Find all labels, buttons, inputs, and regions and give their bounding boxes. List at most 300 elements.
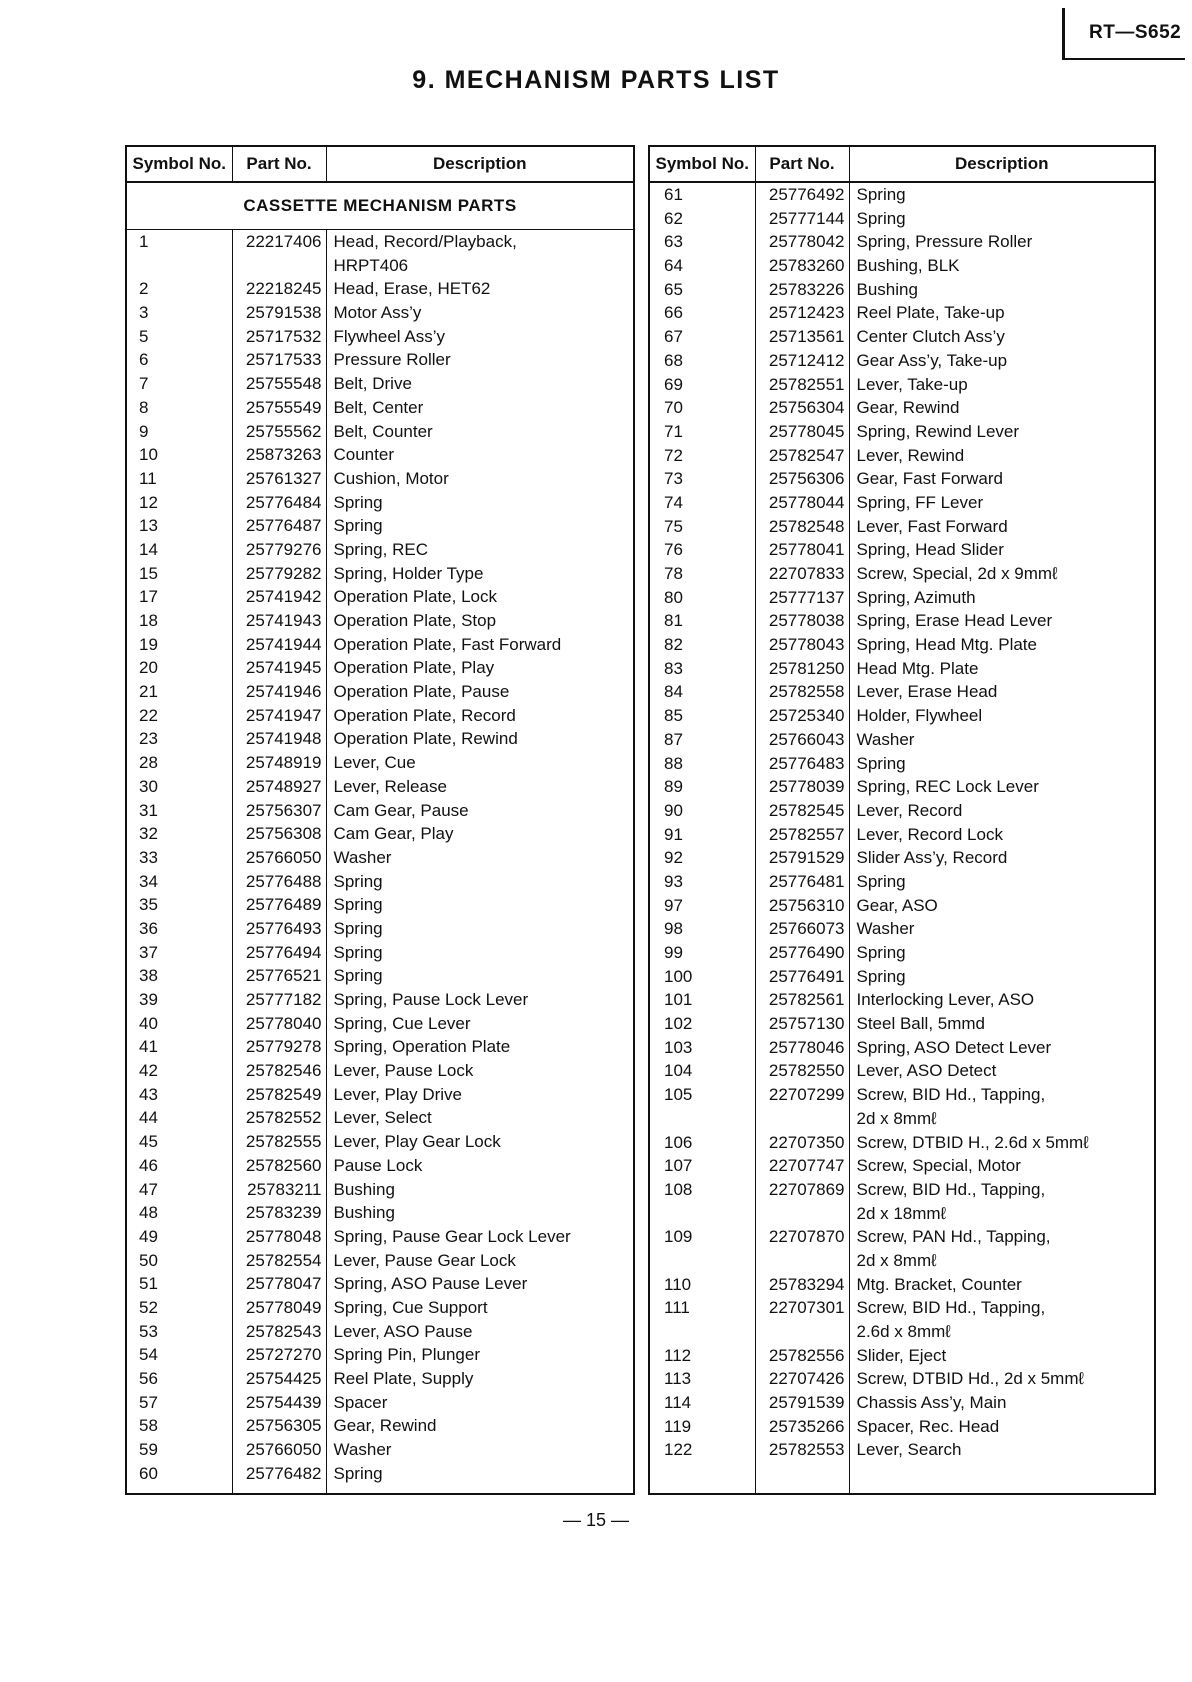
parts-table-left — [125, 145, 635, 1495]
part-description: Spring, Azimuth — [849, 586, 1155, 610]
table-row — [649, 562, 1155, 586]
part-description: Center Clutch Ass’y — [849, 325, 1155, 349]
symbol-number: 84 — [649, 680, 755, 704]
table-row — [649, 1320, 1155, 1344]
symbol-number: 107 — [649, 1154, 755, 1178]
symbol-number: 110 — [649, 1273, 755, 1297]
page-number: — 15 — — [562, 1510, 630, 1530]
part-number: 25776493 — [232, 917, 326, 941]
part-number: 25778049 — [232, 1296, 326, 1320]
part-number: 25782551 — [755, 373, 849, 397]
table-row — [649, 799, 1155, 823]
symbol-number — [126, 254, 232, 278]
part-number: 22217406 — [232, 230, 326, 254]
table-row — [649, 1273, 1155, 1297]
symbol-number: 106 — [649, 1131, 755, 1155]
part-description: Spring — [849, 941, 1155, 965]
symbol-number: 9 — [126, 420, 232, 444]
table-row — [649, 586, 1155, 610]
symbol-number: 32 — [126, 822, 232, 846]
part-description: Spring, Pressure Roller — [849, 230, 1155, 254]
symbol-number: 63 — [649, 230, 755, 254]
table-row — [649, 515, 1155, 539]
part-number: 25727270 — [232, 1343, 326, 1367]
part-number: 25756304 — [755, 396, 849, 420]
part-number: 25782549 — [232, 1083, 326, 1107]
table-row — [126, 1083, 634, 1107]
part-description: Lever, ASO Pause — [326, 1320, 634, 1344]
part-number: 25783239 — [232, 1201, 326, 1225]
table-row — [649, 1344, 1155, 1368]
model-number: RT—S652 — [1089, 22, 1182, 43]
part-description: Lever, Take-up — [849, 373, 1155, 397]
symbol-number: 98 — [649, 917, 755, 941]
part-description: Chassis Ass’y, Main — [849, 1391, 1155, 1415]
part-description: Spring, Operation Plate — [326, 1035, 634, 1059]
symbol-number: 60 — [126, 1462, 232, 1486]
part-number: 25776481 — [755, 870, 849, 894]
column-header-symbol: Symbol No. — [649, 146, 755, 182]
table-row — [649, 1391, 1155, 1415]
table-row — [126, 964, 634, 988]
part-number: 22707833 — [755, 562, 849, 586]
table-row — [649, 609, 1155, 633]
part-description: Lever, Erase Head — [849, 680, 1155, 704]
table-row — [649, 941, 1155, 965]
symbol-number: 54 — [126, 1343, 232, 1367]
part-description: Lever, Search — [849, 1438, 1155, 1462]
symbol-number: 74 — [649, 491, 755, 515]
table-row — [126, 988, 634, 1012]
part-description: Operation Plate, Record — [326, 704, 634, 728]
table-row — [126, 1367, 634, 1391]
table-row — [649, 1415, 1155, 1439]
symbol-number: 35 — [126, 893, 232, 917]
symbol-number: 18 — [126, 609, 232, 633]
symbol-number: 13 — [126, 514, 232, 538]
table-row — [126, 277, 634, 301]
table-row — [126, 941, 634, 965]
filler-row — [126, 1485, 634, 1494]
table-row — [126, 1272, 634, 1296]
filler-cell — [849, 1462, 1155, 1494]
part-description: Spring Pin, Plunger — [326, 1343, 634, 1367]
table-row — [649, 1202, 1155, 1226]
table-row — [126, 1012, 634, 1036]
part-number: 25761327 — [232, 467, 326, 491]
part-description: Head Mtg. Plate — [849, 657, 1155, 681]
table-row — [126, 680, 634, 704]
table-row — [649, 704, 1155, 728]
symbol-number: 76 — [649, 538, 755, 562]
part-number: 22707350 — [755, 1131, 849, 1155]
table-row — [649, 467, 1155, 491]
part-number: 25873263 — [232, 443, 326, 467]
symbol-number: 41 — [126, 1035, 232, 1059]
table-row — [126, 1414, 634, 1438]
part-number: 25778040 — [232, 1012, 326, 1036]
part-number: 25782555 — [232, 1130, 326, 1154]
table-row — [126, 704, 634, 728]
table-row — [649, 1012, 1155, 1036]
filler-row — [649, 1462, 1155, 1494]
part-number: 25725340 — [755, 704, 849, 728]
part-description: Operation Plate, Stop — [326, 609, 634, 633]
part-description: Pressure Roller — [326, 348, 634, 372]
part-description: Slider, Eject — [849, 1344, 1155, 1368]
symbol-number: 49 — [126, 1225, 232, 1249]
column-header-part: Part No. — [755, 146, 849, 182]
table-row — [126, 230, 634, 254]
symbol-number: 17 — [126, 585, 232, 609]
symbol-number: 11 — [126, 467, 232, 491]
part-description: Spring, Cue Lever — [326, 1012, 634, 1036]
part-number: 25782548 — [755, 515, 849, 539]
symbol-number: 70 — [649, 396, 755, 420]
part-number: 25778038 — [755, 609, 849, 633]
table-row — [126, 1249, 634, 1273]
part-number: 25776488 — [232, 870, 326, 894]
part-description: Spring, Pause Gear Lock Lever — [326, 1225, 634, 1249]
part-number: 25782552 — [232, 1106, 326, 1130]
table-row — [649, 823, 1155, 847]
part-description: Spring — [326, 964, 634, 988]
part-description: Spring, Pause Lock Lever — [326, 988, 634, 1012]
part-description: Screw, BID Hd., Tapping, — [849, 1296, 1155, 1320]
symbol-number: 108 — [649, 1178, 755, 1202]
part-description: Spring — [849, 965, 1155, 989]
part-number: 25777182 — [232, 988, 326, 1012]
part-description: Holder, Flywheel — [849, 704, 1155, 728]
part-number: 25791539 — [755, 1391, 849, 1415]
part-description: Spring, Cue Support — [326, 1296, 634, 1320]
table-row — [126, 514, 634, 538]
part-description: Bushing — [326, 1178, 634, 1202]
table-row — [649, 870, 1155, 894]
part-number: 22707426 — [755, 1367, 849, 1391]
symbol-number: 31 — [126, 799, 232, 823]
symbol-number: 75 — [649, 515, 755, 539]
table-row — [649, 254, 1155, 278]
symbol-number: 66 — [649, 301, 755, 325]
symbol-number: 44 — [126, 1106, 232, 1130]
table-row — [649, 1367, 1155, 1391]
symbol-number: 38 — [126, 964, 232, 988]
part-description: Bushing, BLK — [849, 254, 1155, 278]
table-row — [649, 988, 1155, 1012]
table-header-row — [649, 146, 1155, 182]
part-number: 25776487 — [232, 514, 326, 538]
table-row — [649, 657, 1155, 681]
table-row — [126, 1130, 634, 1154]
part-description: Spring, Head Slider — [849, 538, 1155, 562]
table-row — [126, 751, 634, 775]
table-row — [126, 491, 634, 515]
table-row — [649, 752, 1155, 776]
table-row — [126, 467, 634, 491]
table-row — [649, 846, 1155, 870]
table-row — [649, 278, 1155, 302]
symbol-number — [649, 1320, 755, 1344]
table-row — [126, 1178, 634, 1202]
part-description: Spring — [326, 514, 634, 538]
table-row — [649, 1107, 1155, 1131]
part-description: Head, Record/Playback, — [326, 230, 634, 254]
column-header-part: Part No. — [232, 146, 326, 182]
symbol-number: 68 — [649, 349, 755, 373]
part-description: Spring, FF Lever — [849, 491, 1155, 515]
part-description: Gear, ASO — [849, 894, 1155, 918]
part-number: 25777137 — [755, 586, 849, 610]
symbol-number: 100 — [649, 965, 755, 989]
symbol-number: 5 — [126, 325, 232, 349]
part-description: Screw, BID Hd., Tapping, — [849, 1083, 1155, 1107]
symbol-number: 28 — [126, 751, 232, 775]
filler-cell — [326, 1485, 634, 1494]
part-description: Slider Ass’y, Record — [849, 846, 1155, 870]
part-description: Gear, Fast Forward — [849, 467, 1155, 491]
symbol-number: 103 — [649, 1036, 755, 1060]
part-description: Operation Plate, Pause — [326, 680, 634, 704]
part-description: Spring — [326, 870, 634, 894]
part-description: Lever, Release — [326, 775, 634, 799]
part-number: 25779278 — [232, 1035, 326, 1059]
table-row — [126, 799, 634, 823]
part-number: 25776490 — [755, 941, 849, 965]
table-row — [649, 349, 1155, 373]
part-number: 25756308 — [232, 822, 326, 846]
part-description: Screw, DTBID H., 2.6d x 5mmℓ — [849, 1131, 1155, 1155]
part-number: 25755548 — [232, 372, 326, 396]
part-description: Spring — [849, 870, 1155, 894]
symbol-number: 102 — [649, 1012, 755, 1036]
table-row — [649, 444, 1155, 468]
table-row — [126, 372, 634, 396]
section-title: CASSETTE MECHANISM PARTS — [126, 182, 634, 230]
part-number: 25741945 — [232, 656, 326, 680]
part-number: 25756305 — [232, 1414, 326, 1438]
part-number: 25778043 — [755, 633, 849, 657]
symbol-number: 61 — [649, 182, 755, 207]
symbol-number: 87 — [649, 728, 755, 752]
part-description: Spring, REC Lock Lever — [849, 775, 1155, 799]
table-row — [649, 633, 1155, 657]
table-row — [649, 1438, 1155, 1462]
part-description: Lever, Pause Gear Lock — [326, 1249, 634, 1273]
symbol-number: 67 — [649, 325, 755, 349]
part-number: 25791529 — [755, 846, 849, 870]
symbol-number: 92 — [649, 846, 755, 870]
part-number: 25712423 — [755, 301, 849, 325]
symbol-number: 48 — [126, 1201, 232, 1225]
part-description: Washer — [849, 728, 1155, 752]
part-description: Screw, BID Hd., Tapping, — [849, 1178, 1155, 1202]
symbol-number: 81 — [649, 609, 755, 633]
part-description: HRPT406 — [326, 254, 634, 278]
table-row — [126, 1201, 634, 1225]
part-description: Cam Gear, Pause — [326, 799, 634, 823]
symbol-number: 59 — [126, 1438, 232, 1462]
symbol-number: 47 — [126, 1178, 232, 1202]
part-description: Washer — [326, 846, 634, 870]
table-row — [126, 727, 634, 751]
part-number: 25778045 — [755, 420, 849, 444]
part-number: 25754439 — [232, 1391, 326, 1415]
part-number: 25778046 — [755, 1036, 849, 1060]
table-row — [126, 1343, 634, 1367]
symbol-number: 72 — [649, 444, 755, 468]
symbol-number: 112 — [649, 1344, 755, 1368]
symbol-number: 10 — [126, 443, 232, 467]
column-header-description: Description — [326, 146, 634, 182]
part-description: Spring, Holder Type — [326, 562, 634, 586]
table-row — [649, 1154, 1155, 1178]
symbol-number: 88 — [649, 752, 755, 776]
part-description: Steel Ball, 5mmd — [849, 1012, 1155, 1036]
part-number: 25766050 — [232, 1438, 326, 1462]
part-number: 25717532 — [232, 325, 326, 349]
filler-cell — [232, 1485, 326, 1494]
table-row — [126, 396, 634, 420]
part-description: Spring — [849, 182, 1155, 207]
part-number: 25756306 — [755, 467, 849, 491]
part-description: Spring, Erase Head Lever — [849, 609, 1155, 633]
symbol-number: 50 — [126, 1249, 232, 1273]
table-row — [126, 1438, 634, 1462]
part-number: 25776489 — [232, 893, 326, 917]
part-number: 25778048 — [232, 1225, 326, 1249]
part-number: 25782558 — [755, 680, 849, 704]
filler-cell — [649, 1462, 755, 1494]
part-number: 25782553 — [755, 1438, 849, 1462]
table-row — [649, 182, 1155, 207]
table-row — [126, 301, 634, 325]
table-row — [126, 775, 634, 799]
part-number: 25748927 — [232, 775, 326, 799]
part-number: 25735266 — [755, 1415, 849, 1439]
part-number: 25778044 — [755, 491, 849, 515]
table-row — [126, 1225, 634, 1249]
symbol-number: 8 — [126, 396, 232, 420]
part-number: 25776483 — [755, 752, 849, 776]
table-row — [126, 1320, 634, 1344]
table-row — [649, 373, 1155, 397]
table-row — [126, 893, 634, 917]
symbol-number: 21 — [126, 680, 232, 704]
part-number: 25755549 — [232, 396, 326, 420]
symbol-number: 113 — [649, 1367, 755, 1391]
part-description: Spring — [326, 491, 634, 515]
part-number: 25782561 — [755, 988, 849, 1012]
table-row — [126, 1059, 634, 1083]
part-number: 25782560 — [232, 1154, 326, 1178]
part-number: 25781250 — [755, 657, 849, 681]
part-number: 25783260 — [755, 254, 849, 278]
symbol-number: 22 — [126, 704, 232, 728]
part-number: 25777144 — [755, 207, 849, 231]
parts-table-right — [648, 145, 1156, 1495]
part-description: Spring — [849, 207, 1155, 231]
part-number: 22707301 — [755, 1296, 849, 1320]
symbol-number: 30 — [126, 775, 232, 799]
symbol-number — [649, 1249, 755, 1273]
part-description: Spring — [326, 893, 634, 917]
part-description: 2d x 8mmℓ — [849, 1249, 1155, 1273]
symbol-number: 101 — [649, 988, 755, 1012]
part-description: 2d x 8mmℓ — [849, 1107, 1155, 1131]
symbol-number: 46 — [126, 1154, 232, 1178]
symbol-number: 119 — [649, 1415, 755, 1439]
table-row — [649, 538, 1155, 562]
symbol-number: 14 — [126, 538, 232, 562]
table-row — [126, 633, 634, 657]
part-number — [755, 1107, 849, 1131]
part-number: 25741944 — [232, 633, 326, 657]
table-row — [126, 822, 634, 846]
part-number — [755, 1320, 849, 1344]
part-number: 25741946 — [232, 680, 326, 704]
symbol-number: 114 — [649, 1391, 755, 1415]
symbol-number: 57 — [126, 1391, 232, 1415]
part-description: Lever, Pause Lock — [326, 1059, 634, 1083]
symbol-number: 33 — [126, 846, 232, 870]
table-row — [126, 1035, 634, 1059]
part-description: 2.6d x 8mmℓ — [849, 1320, 1155, 1344]
table-row — [126, 538, 634, 562]
table-row — [649, 396, 1155, 420]
table-row — [649, 491, 1155, 515]
part-description: Lever, Select — [326, 1106, 634, 1130]
part-number: 25756310 — [755, 894, 849, 918]
table-row — [126, 420, 634, 444]
symbol-number: 52 — [126, 1296, 232, 1320]
symbol-number: 6 — [126, 348, 232, 372]
table-row — [649, 1036, 1155, 1060]
part-description: Lever, Record — [849, 799, 1155, 823]
part-number: 25757130 — [755, 1012, 849, 1036]
part-description: Spring, Rewind Lever — [849, 420, 1155, 444]
symbol-number: 69 — [649, 373, 755, 397]
table-row — [649, 325, 1155, 349]
symbol-number: 19 — [126, 633, 232, 657]
table-row — [126, 254, 634, 278]
symbol-number: 45 — [126, 1130, 232, 1154]
symbol-number: 64 — [649, 254, 755, 278]
part-description: Spring — [326, 941, 634, 965]
symbol-number: 93 — [649, 870, 755, 894]
part-description: Operation Plate, Lock — [326, 585, 634, 609]
table-row — [126, 846, 634, 870]
filler-cell — [126, 1485, 232, 1494]
part-description: Reel Plate, Supply — [326, 1367, 634, 1391]
symbol-number: 34 — [126, 870, 232, 894]
part-description: Spring — [849, 752, 1155, 776]
part-number: 25713561 — [755, 325, 849, 349]
part-description: Operation Plate, Play — [326, 656, 634, 680]
part-description: Lever, Record Lock — [849, 823, 1155, 847]
part-number: 22707869 — [755, 1178, 849, 1202]
part-number: 25776494 — [232, 941, 326, 965]
part-description: Spring, ASO Detect Lever — [849, 1036, 1155, 1060]
part-description: Gear Ass’y, Take-up — [849, 349, 1155, 373]
part-number: 22707870 — [755, 1225, 849, 1249]
part-description: Washer — [849, 917, 1155, 941]
symbol-number: 82 — [649, 633, 755, 657]
symbol-number: 85 — [649, 704, 755, 728]
part-description: Head, Erase, HET62 — [326, 277, 634, 301]
table-header-row — [126, 146, 634, 182]
part-number: 25776491 — [755, 965, 849, 989]
